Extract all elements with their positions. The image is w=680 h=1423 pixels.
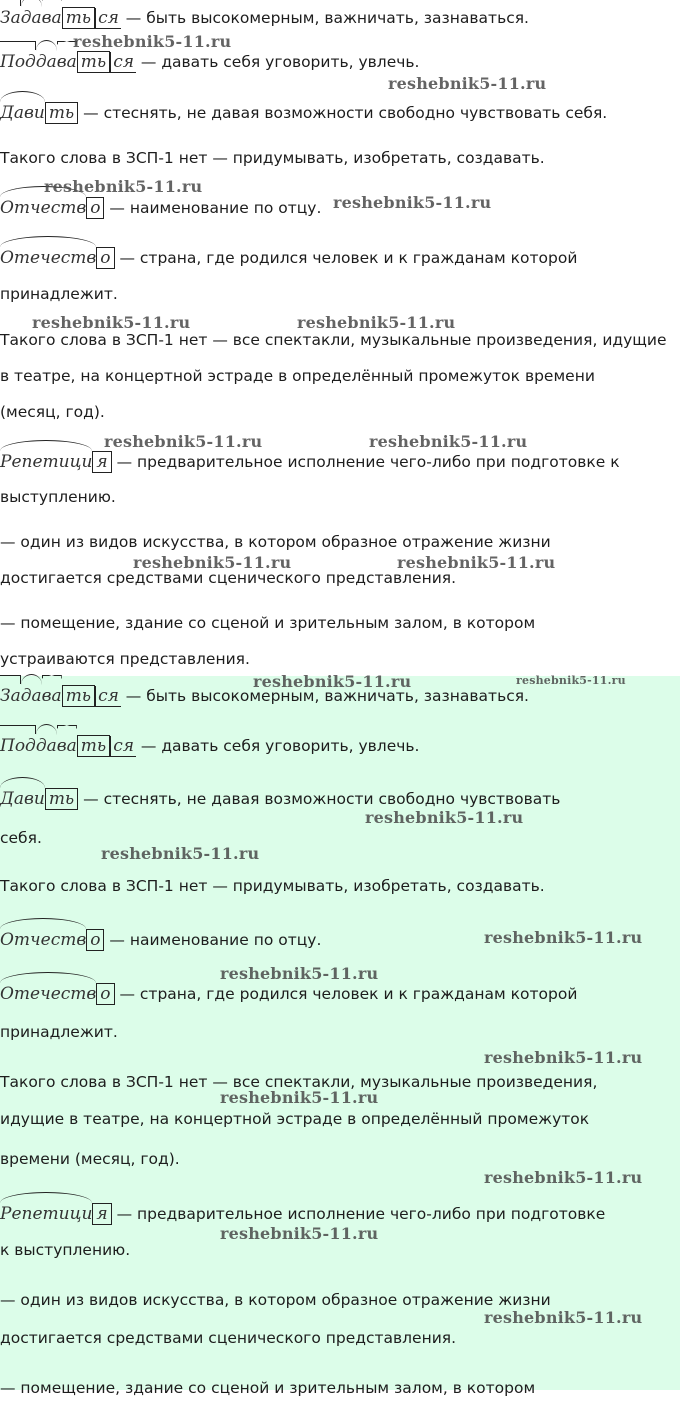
entry-no-word-3: — один из видов искусства, в котором образное отражение жизни (0, 533, 551, 551)
definition-continuation: времени (месяц, год). (0, 1150, 180, 1168)
definition-continuation: в театре, на концертной эстраде в определённый промежуток времени (0, 367, 595, 385)
word-morphemes: Отечеств о (0, 240, 115, 276)
word-morphemes: Поддава ть ся (0, 44, 136, 80)
watermark: reshebnik5-11.ru (101, 844, 260, 863)
word-morphemes: Дави ть (0, 781, 78, 817)
watermark: reshebnik5-11.ru (484, 928, 643, 947)
watermark: reshebnik5-11.ru (253, 672, 412, 691)
definition-text: — страна, где родился человек и к гражданам которой (119, 985, 578, 1003)
watermark: reshebnik5-11.ru (388, 74, 547, 93)
definition-text: — предварительное исполнение чего-либо при подготовке к (116, 453, 620, 471)
watermark: reshebnik5-11.ru (484, 1308, 643, 1327)
watermark: reshebnik5-11.ru (365, 808, 524, 827)
entry-no-word-1: Такого слова в ЗСП-1 нет — придумывать, изобретать, создавать. (0, 149, 545, 167)
watermark: reshebnik5-11.ru (333, 193, 492, 212)
watermark: reshebnik5-11.ru (220, 964, 379, 983)
definition-continuation: устраиваются представления. (0, 650, 250, 668)
word-morphemes: Поддава ть ся (0, 728, 136, 764)
word-morphemes: Задава ть ся (0, 0, 121, 36)
watermark: reshebnik5-11.ru (73, 32, 232, 51)
entry-no-word-2: Такого слова в ЗСП-1 нет — все спектакли, музыкальные произведения, (0, 1073, 598, 1091)
entry-no-word-3: — один из видов искусства, в котором образное отражение жизни (0, 1291, 551, 1309)
definition-continuation: принадлежит. (0, 285, 118, 303)
watermark: reshebnik5-11.ru (516, 674, 626, 687)
entry-otechestvo (0, 240, 577, 276)
definition-continuation: достигается средствами сценического представления. (0, 569, 457, 587)
definition-text: — страна, где родился человек и к гражданам которой (119, 249, 578, 267)
word-morphemes: Задава ть ся (0, 678, 121, 714)
entry-no-word-4: — помещение, здание со сценой и зрительным залом, в котором (0, 1379, 536, 1397)
definition-text: — быть высокомерным, важничать, зазнаваться. (125, 9, 529, 27)
definition-text: — быть высокомерным, важничать, зазнаваться. (125, 687, 529, 705)
entry-no-word-1: Такого слова в ЗСП-1 нет — придумывать, изобретать, создавать. (0, 877, 545, 895)
word-morphemes: Отчеств о (0, 190, 104, 226)
watermark: reshebnik5-11.ru (104, 432, 263, 451)
watermark: reshebnik5-11.ru (220, 1088, 379, 1107)
definition-text: — давать себя уговорить, увлечь. (140, 737, 420, 755)
entry-poddavatsya (0, 728, 419, 764)
definition-continuation: идущие в театре, на концертной эстраде в определённый промежуток (0, 1110, 590, 1128)
word-morphemes: Репетици я (0, 444, 112, 480)
definition-continuation: себя. (0, 829, 42, 847)
answer-section-white (0, 0, 680, 676)
definition-continuation: к выступлению. (0, 1241, 131, 1259)
watermark: reshebnik5-11.ru (44, 177, 203, 196)
watermark: reshebnik5-11.ru (32, 313, 191, 332)
watermark: reshebnik5-11.ru (133, 553, 292, 572)
word-morphemes: Дави ть (0, 95, 78, 131)
word-morphemes: Отечеств о (0, 976, 115, 1012)
definition-text: — предварительное исполнение чего-либо при подготовке (116, 1205, 606, 1223)
watermark: reshebnik5-11.ru (484, 1168, 643, 1187)
entry-otchestvo (0, 922, 321, 958)
watermark: reshebnik5-11.ru (369, 432, 528, 451)
entry-no-word-4: — помещение, здание со сценой и зрительным залом, в котором (0, 614, 536, 632)
watermark: reshebnik5-11.ru (484, 1048, 643, 1067)
definition-continuation: выступлению. (0, 488, 116, 506)
definition-continuation: (месяц, год). (0, 403, 105, 421)
definition-text: — давать себя уговорить, увлечь. (140, 53, 420, 71)
entry-zaznavatsya (0, 0, 529, 36)
watermark: reshebnik5-11.ru (220, 1224, 379, 1243)
watermark: reshebnik5-11.ru (397, 553, 556, 572)
definition-continuation: достигается средствами сценического представления. (0, 1329, 457, 1347)
entry-no-word-2: Такого слова в ЗСП-1 нет — все спектакли, музыкальные произведения, идущие (0, 331, 667, 349)
definition-text: — наименование по отцу. (109, 931, 322, 949)
definition-text: — стеснять, не давая возможности свободно чувствовать (83, 790, 561, 808)
word-morphemes: Репетици я (0, 1196, 112, 1232)
word-morphemes: Отчеств о (0, 922, 104, 958)
answer-section-green (0, 672, 680, 1397)
definition-text: — стеснять, не давая возможности свободно чувствовать себя. (83, 104, 608, 122)
definition-continuation: принадлежит. (0, 1023, 118, 1041)
definition-text: — наименование по отцу. (109, 199, 322, 217)
entry-davit (0, 95, 607, 131)
watermark: reshebnik5-11.ru (297, 313, 456, 332)
